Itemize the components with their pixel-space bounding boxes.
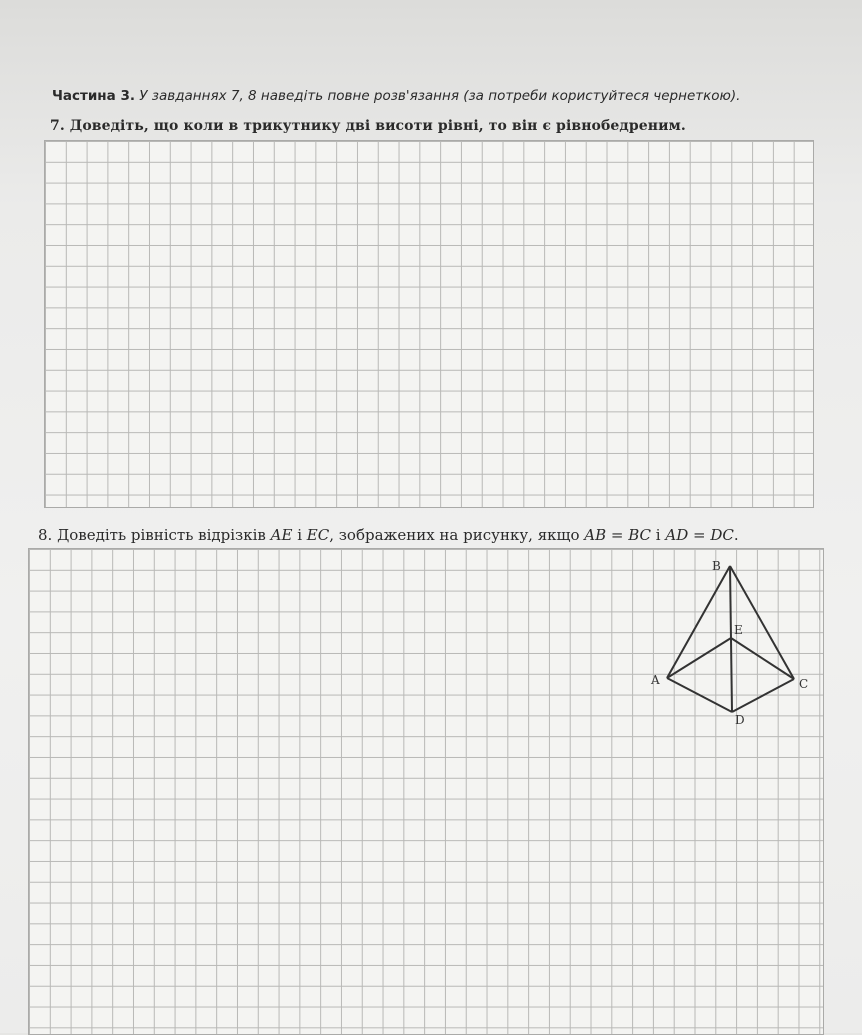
label-a: A (651, 673, 660, 687)
geometry-figure (640, 552, 820, 732)
task-8-text (38, 526, 739, 544)
segment-ae-line (667, 638, 731, 678)
label-e: E (734, 623, 743, 637)
label-b: B (712, 559, 721, 573)
part-header (52, 88, 740, 104)
task-8-and-1: і (292, 526, 307, 544)
condition-ab-bc: AB = BC (584, 526, 652, 544)
label-d: D (735, 713, 745, 727)
task-8-middle: , зображених на рисунку, якщо (329, 526, 585, 544)
label-c: C (799, 677, 809, 691)
condition-ad-dc: AD = DC (665, 526, 734, 544)
segment-ab-line (667, 566, 730, 678)
part-label: Частина 3. (52, 88, 135, 104)
task-8-prefix: 8. Доведіть рівність відрізків (38, 526, 271, 544)
answer-grid-task-7[interactable] (44, 140, 814, 508)
task-7-text: 7. Доведіть, що коли в трикутнику дві висоти рівні, то він є рівнобедреним. (50, 118, 686, 134)
task-8-and-2: і (651, 526, 666, 544)
segment-ec: EC (306, 526, 330, 544)
segment-dc-line (732, 679, 794, 712)
part-instruction: У завданнях 7, 8 наведіть повне розв'язання (за потреби користуйтеся чернеткою). (139, 88, 741, 104)
segment-ad-line (667, 678, 732, 712)
segment-ae: AE (270, 526, 293, 544)
task-8-end: . (733, 526, 739, 544)
segment-ec-line (731, 638, 794, 679)
